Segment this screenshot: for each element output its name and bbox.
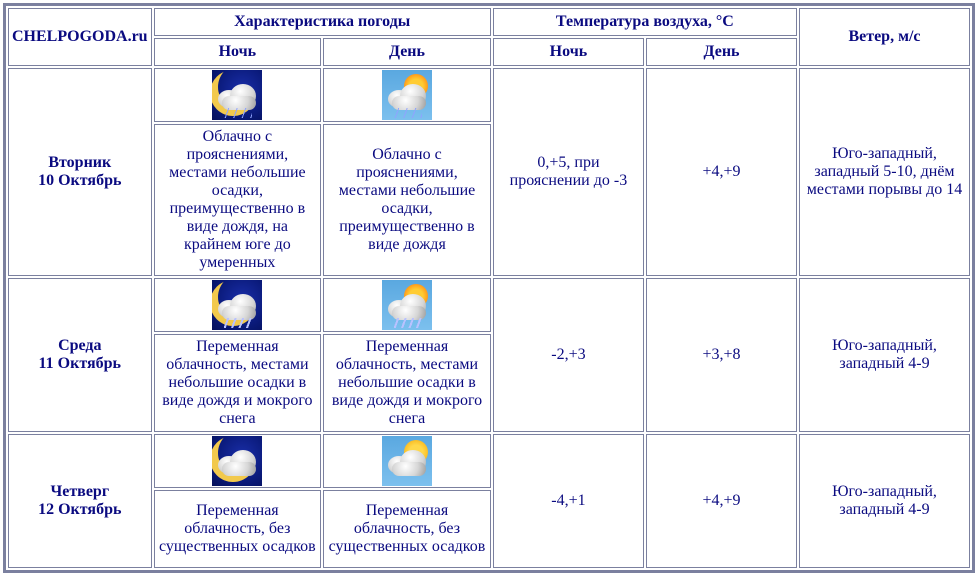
temp-day: +4,+9 — [646, 434, 797, 568]
night-moon-cloud-icon — [212, 436, 262, 486]
brand-header: CHELPOGODA.ru — [8, 8, 152, 66]
day-row-icons — [8, 434, 970, 488]
night-moon-cloud-sleet-icon — [212, 280, 262, 330]
forecast-table — [3, 3, 975, 573]
day-icon-cell — [323, 68, 491, 122]
night-moon-cloud-rain-icon — [212, 70, 262, 120]
day-description: Переменная облачность, без существенных осадков — [323, 490, 491, 568]
day-row-icons — [8, 278, 970, 332]
temp-night: -4,+1 — [493, 434, 644, 568]
weather-group-header: Характеристика погоды — [154, 8, 491, 36]
day-sun-cloud-rain-icon — [382, 70, 432, 120]
temp-day-header: День — [646, 38, 797, 66]
night-icon-cell — [154, 434, 322, 488]
wind: Юго-западный, западный 4-9 — [799, 434, 970, 568]
weather-day-header: День — [323, 38, 491, 66]
night-description: Переменная облачность, без существенных осадков — [154, 490, 322, 568]
day-icon-cell — [323, 434, 491, 488]
weekday: Четверг — [50, 483, 110, 500]
date: 10 Октябрь — [38, 172, 122, 189]
day-description: Облачно с прояснениями, местами небольшие осадки, преимущественно в виде дождя — [323, 124, 491, 276]
day-icon-cell — [323, 278, 491, 332]
night-icon-cell — [154, 68, 322, 122]
wind-header: Ветер, м/с — [799, 8, 970, 66]
day-label — [8, 278, 152, 432]
date: 11 Октябрь — [38, 355, 121, 372]
temp-night: -2,+3 — [493, 278, 644, 432]
wind: Юго-западный, западный 4-9 — [799, 278, 970, 432]
weekday: Вторник — [48, 154, 112, 171]
day-row-icons — [8, 68, 970, 122]
date: 12 Октябрь — [38, 501, 122, 518]
night-icon-cell — [154, 278, 322, 332]
night-description: Облачно с прояснениями, местами небольшие осадки, преимущественно в виде дождя, на крайнем юге до умеренных — [154, 124, 322, 276]
temp-night: 0,+5, при прояснении до -3 — [493, 68, 644, 276]
day-description: Переменная облачность, местами небольшие осадки в виде дождя и мокрого снега — [323, 334, 491, 432]
temp-group-header: Температура воздуха, °C — [493, 8, 797, 36]
temp-day: +3,+8 — [646, 278, 797, 432]
weather-night-header: Ночь — [154, 38, 322, 66]
day-label — [8, 434, 152, 568]
night-description: Переменная облачность, местами небольшие осадки в виде дождя и мокрого снега — [154, 334, 322, 432]
temp-night-header: Ночь — [493, 38, 644, 66]
forecast-wrapper — [3, 3, 975, 573]
day-sun-cloud-sleet-icon — [382, 280, 432, 330]
temp-day: +4,+9 — [646, 68, 797, 276]
day-label — [8, 68, 152, 276]
wind: Юго-западный, западный 5-10, днём местами порывы до 14 — [799, 68, 970, 276]
day-sun-cloud-icon — [382, 436, 432, 486]
header-row-1 — [8, 8, 970, 36]
weekday: Среда — [58, 337, 102, 354]
